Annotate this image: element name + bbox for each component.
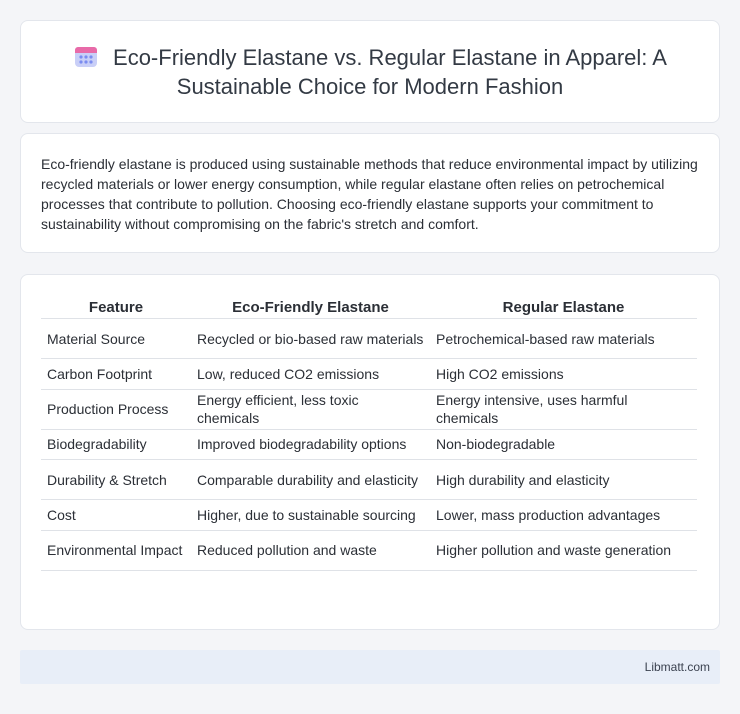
table-row: [41, 390, 697, 430]
calendar-icon: [73, 43, 99, 69]
comparison-table: [41, 297, 697, 571]
table-row: [41, 500, 697, 531]
table-cell: Higher, due to sustainable sourcing: [191, 500, 430, 531]
table-cell: Biodegradability: [41, 430, 191, 461]
table-cell: Petrochemical-based raw materials: [430, 319, 697, 359]
table-cell: Cost: [41, 500, 191, 531]
page-title: [45, 43, 695, 101]
table-cell: Comparable durability and elasticity: [191, 460, 430, 500]
header-regular: Regular Elastane: [430, 297, 697, 319]
table-cell: Durability & Stretch: [41, 460, 191, 500]
table-cell: Lower, mass production advantages: [430, 500, 697, 531]
intro-card: [20, 133, 720, 253]
header-eco-friendly: Eco-Friendly Elastane: [191, 297, 430, 319]
table-cell: High durability and elasticity: [430, 460, 697, 500]
table-cell: Recycled or bio-based raw materials: [191, 319, 430, 359]
table-cell: High CO2 emissions: [430, 359, 697, 390]
title-card: [20, 20, 720, 123]
table-cell: Production Process: [41, 390, 191, 430]
table-cell: Energy intensive, uses harmful chemicals: [430, 390, 697, 430]
header-feature: Feature: [41, 297, 191, 319]
table-row: [41, 359, 697, 390]
table-cell: Non-biodegradable: [430, 430, 697, 461]
table-row: [41, 319, 697, 359]
table-row: [41, 531, 697, 571]
table-cell: Higher pollution and waste generation: [430, 531, 697, 571]
table-row: [41, 460, 697, 500]
table-cell: Low, reduced CO2 emissions: [191, 359, 430, 390]
table-cell: Reduced pollution and waste: [191, 531, 430, 571]
comparison-table-card: [20, 274, 720, 630]
table-cell: Carbon Footprint: [41, 359, 191, 390]
table-cell: Energy efficient, less toxic chemicals: [191, 390, 430, 430]
table-cell: Environmental Impact: [41, 531, 191, 571]
intro-paragraph: Eco-friendly elastane is produced using sustainable methods that reduce environmental impact by utilizing recycled materials or lower energy consumption, while regular elastane often relies on petrochemical processes that contribute to pollution. Choosing eco-friendly elastane supports your commitment to sustainability without compromising on the fabric's stretch and comfort.: [41, 156, 698, 232]
footer-brand-link[interactable]: Libmatt.com: [644, 660, 710, 674]
table-cell: Improved biodegradability options: [191, 430, 430, 461]
table-header-row: [41, 297, 697, 319]
table-row: [41, 430, 697, 461]
footer: [20, 650, 720, 684]
table-cell: Material Source: [41, 319, 191, 359]
page-title-text: Eco-Friendly Elastane vs. Regular Elastane in Apparel: A Sustainable Choice for Modern Fashion: [113, 44, 667, 99]
